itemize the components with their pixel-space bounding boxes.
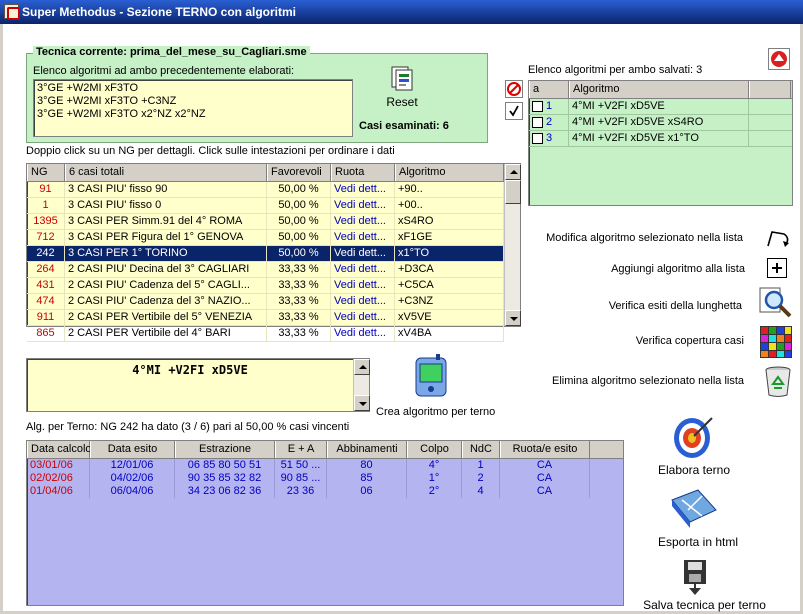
scroll-down-button[interactable] xyxy=(505,310,521,326)
col-header[interactable]: Estrazione xyxy=(175,441,275,458)
esiti-cell-estr: 90 35 85 32 82 xyxy=(175,472,275,485)
elabora-terno-button[interactable] xyxy=(672,414,716,460)
col-header[interactable]: Abbinamenti xyxy=(327,441,407,458)
esiti-row[interactable] xyxy=(27,472,623,485)
saved-row-index[interactable] xyxy=(529,99,569,114)
table-cell-ng: 242 xyxy=(27,246,65,261)
table-cell-alg: xV4BA xyxy=(395,326,504,341)
esporta-html-label: Esporta in html xyxy=(657,535,739,549)
table-cell-ng: 712 xyxy=(27,230,65,245)
saved-row-number: 1 xyxy=(546,100,553,112)
verifica-esiti-label: Verifica esiti della lunghetta xyxy=(608,300,742,312)
esiti-row[interactable] xyxy=(27,459,623,472)
stop-icon xyxy=(506,81,522,97)
table-cell-ruota[interactable]: Vedi dett... xyxy=(331,278,395,293)
table-cell-ng: 91 xyxy=(27,182,65,197)
table-cell-fav: 33,33 % xyxy=(267,278,331,293)
table-cell-ng: 264 xyxy=(27,262,65,277)
table-cell-alg: xV5VE xyxy=(395,310,504,325)
esporta-html-button[interactable] xyxy=(668,486,720,530)
table-cell-fav: 50,00 % xyxy=(267,246,331,261)
table-cell-ruota[interactable]: Vedi dett... xyxy=(331,230,395,245)
stop-button[interactable] xyxy=(505,80,523,98)
table-cell-casi: 3 CASI PER Figura del 1° GENOVA xyxy=(65,230,267,245)
magnifier-icon xyxy=(758,286,794,318)
salva-tecnica-button[interactable] xyxy=(680,558,710,596)
app-icon xyxy=(4,4,19,19)
esiti-cell-colpo: 4° xyxy=(407,459,462,472)
esiti-cell-colpo: 1° xyxy=(407,472,462,485)
esiti-cell-ndc: 4 xyxy=(462,485,500,498)
aggiungi-label: Aggiungi algoritmo alla lista xyxy=(611,263,745,275)
col-header[interactable]: Algoritmo xyxy=(569,81,749,98)
list-item: 3°GE +W2MI xF3TO x2°NZ x2°NZ xyxy=(37,108,206,120)
col-header[interactable]: Colpo xyxy=(407,441,462,458)
table-cell-casi: 3 CASI PIU' fisso 0 xyxy=(65,198,267,213)
table-cell-fav: 33,33 % xyxy=(267,262,331,277)
tecnica-legend: Tecnica corrente: prima_del_mese_su_Cagliari.sme xyxy=(33,46,310,58)
esiti-table[interactable] xyxy=(26,440,624,606)
verifica-esiti-button[interactable] xyxy=(758,286,794,318)
result-text: Alg. per Terno: NG 242 ha dato (3 / 6) pari al 50,00 % casi vincenti xyxy=(26,421,350,433)
table-cell-casi: 3 CASI PIU' fisso 90 xyxy=(65,182,267,197)
col-header[interactable]: Data esito xyxy=(90,441,175,458)
table-cell-fav: 50,00 % xyxy=(267,198,331,213)
saved-row-number: 3 xyxy=(546,132,553,144)
esiti-cell-ruota: CA xyxy=(500,472,590,485)
table-cell-ruota[interactable]: Vedi dett... xyxy=(331,182,395,197)
saved-row-algorithm: 4°MI +V2FI xD5VE xS4RO xyxy=(569,115,749,130)
table-row[interactable] xyxy=(27,310,504,326)
table-row[interactable] xyxy=(27,230,504,246)
saved-row[interactable] xyxy=(529,131,792,147)
crea-algoritmo-label: Crea algoritmo per terno xyxy=(376,406,496,418)
esiti-cell-esito: 04/02/06 xyxy=(90,472,175,485)
esiti-cell-ndc: 2 xyxy=(462,472,500,485)
table-cell-ruota[interactable]: Vedi dett... xyxy=(331,294,395,309)
table-cell-alg: xF1GE xyxy=(395,230,504,245)
esiti-cell-esito: 12/01/06 xyxy=(90,459,175,472)
saved-row-index[interactable] xyxy=(529,131,569,146)
table-cell-ruota[interactable]: Vedi dett... xyxy=(331,214,395,229)
formula-memo[interactable] xyxy=(26,358,370,412)
upload-button[interactable] xyxy=(768,48,790,70)
up-arrow-icon xyxy=(769,49,789,69)
target-icon xyxy=(672,414,716,460)
esiti-cell-abb: 80 xyxy=(327,459,407,472)
col-header-ruota[interactable]: Ruota xyxy=(331,164,395,181)
col-header-casi[interactable]: 6 casi totali xyxy=(65,164,267,181)
esiti-cell-ea: 90 85 ... xyxy=(275,472,327,485)
table-cell-casi: 2 CASI PIU' Cadenza del 3° NAZIO... xyxy=(65,294,267,309)
col-header-algoritmo[interactable]: Algoritmo xyxy=(395,164,504,181)
plus-icon xyxy=(768,259,786,277)
table-cell-fav: 50,00 % xyxy=(267,214,331,229)
col-header[interactable]: NdC xyxy=(462,441,500,458)
save-disk-icon xyxy=(680,558,710,596)
row-checkbox[interactable] xyxy=(532,117,543,128)
table-row[interactable] xyxy=(27,278,504,294)
table-cell-casi: 2 CASI PIU' Decina del 3° CAGLIARI xyxy=(65,262,267,277)
table-row[interactable] xyxy=(27,214,504,230)
table-cell-alg: +C5CA xyxy=(395,278,504,293)
table-cell-casi: 2 CASI PIU' Cadenza del 5° CAGLI... xyxy=(65,278,267,293)
table-cell-alg: +00.. xyxy=(395,198,504,213)
modifica-label: Modifica algoritmo selezionato nella lista xyxy=(546,232,743,244)
esiti-cell-ruota: CA xyxy=(500,459,590,472)
casi-esaminati: Casi esaminati: 6 xyxy=(359,120,449,132)
ng-table[interactable] xyxy=(26,163,521,339)
table-cell-ng: 1 xyxy=(27,198,65,213)
saved-row-number: 2 xyxy=(546,116,553,128)
scroll-down-button[interactable] xyxy=(354,395,370,411)
table-row[interactable] xyxy=(27,198,504,214)
export-book-icon xyxy=(668,486,720,530)
table-cell-casi: 2 CASI PER Vertibile del 4° BARI xyxy=(65,326,267,341)
table-cell-ruota[interactable]: Vedi dett... xyxy=(331,246,395,261)
table-cell-fav: 33,33 % xyxy=(267,294,331,309)
esiti-cell-abb: 85 xyxy=(327,472,407,485)
esiti-cell-ndc: 1 xyxy=(462,459,500,472)
scroll-up-button[interactable] xyxy=(505,164,521,180)
col-header-ng[interactable]: NG xyxy=(27,164,65,181)
color-grid-icon xyxy=(760,326,792,358)
table-cell-ng: 431 xyxy=(27,278,65,293)
recycle-bin-icon xyxy=(762,364,794,398)
saved-row-algorithm: 4°MI +V2FI xD5VE xyxy=(569,99,749,114)
table-cell-alg: +D3CA xyxy=(395,262,504,277)
aggiungi-button[interactable] xyxy=(767,258,787,278)
esiti-cell-esito: 06/04/06 xyxy=(90,485,175,498)
col-header[interactable]: a xyxy=(529,81,569,98)
curved-arrow-icon xyxy=(764,226,792,250)
table-cell-fav: 33,33 % xyxy=(267,326,331,341)
elimina-button[interactable] xyxy=(762,364,794,398)
saved-row-algorithm: 4°MI +V2FI xD5VE x1°TO xyxy=(569,131,749,146)
saved-row-index[interactable] xyxy=(529,115,569,130)
list-item: 3°GE +W2MI xF3TO +C3NZ xyxy=(37,95,177,107)
esiti-cell-calc: 02/02/06 xyxy=(27,472,90,485)
hint-text: Doppio click su un NG per dettagli. Click sulle intestazioni per ordinare i dati xyxy=(26,145,395,157)
col-header[interactable]: Data calcolo xyxy=(27,441,90,458)
table-cell-ng: 865 xyxy=(27,326,65,341)
table-cell-ng: 474 xyxy=(27,294,65,309)
scroll-thumb[interactable] xyxy=(505,180,521,204)
salva-tecnica-label: Salva tecnica per terno xyxy=(643,598,766,612)
col-header[interactable]: E + A xyxy=(275,441,327,458)
table-cell-fav: 50,00 % xyxy=(267,230,331,245)
table-cell-alg: xS4RO xyxy=(395,214,504,229)
list-item: 3°GE +W2MI xF3TO xyxy=(37,82,139,94)
esiti-cell-ea: 23 36 xyxy=(275,485,327,498)
esiti-cell-calc: 03/01/06 xyxy=(27,459,90,472)
verifica-copertura-button[interactable] xyxy=(760,326,792,358)
tecnica-list-label: Elenco algoritmi ad ambo precedentemente elaborati: xyxy=(33,65,295,77)
table-cell-ruota[interactable]: Vedi dett... xyxy=(331,326,395,341)
table-cell-casi: 3 CASI PER Simm.91 del 4° ROMA xyxy=(65,214,267,229)
table-row[interactable] xyxy=(27,182,504,198)
table-cell-casi: 2 CASI PER Vertibile del 5° VENEZIA xyxy=(65,310,267,325)
row-checkbox[interactable] xyxy=(532,101,543,112)
check-icon xyxy=(506,103,522,119)
device-icon xyxy=(410,354,450,400)
modifica-button[interactable] xyxy=(764,226,792,250)
tecnica-group xyxy=(26,46,488,143)
col-header[interactable]: Ruota/e esito xyxy=(500,441,590,458)
window-title: Super Methodus - Sezione TERNO con algoritmi xyxy=(22,5,297,19)
table-cell-fav: 33,33 % xyxy=(267,310,331,325)
table-row[interactable] xyxy=(27,262,504,278)
reset-icon xyxy=(389,64,415,92)
formula-text: 4°MI +V2FI xD5VE xyxy=(132,363,248,377)
table-cell-fav: 50,00 % xyxy=(267,182,331,197)
table-cell-ng: 1395 xyxy=(27,214,65,229)
scroll-up-button[interactable] xyxy=(354,359,370,375)
formula-scrollbar[interactable] xyxy=(353,359,369,411)
confirm-button[interactable] xyxy=(505,102,523,120)
esiti-cell-colpo: 2° xyxy=(407,485,462,498)
reset-button[interactable] xyxy=(367,60,437,112)
table-cell-alg: x1°TO xyxy=(395,246,504,261)
table-cell-ruota[interactable]: Vedi dett... xyxy=(331,310,395,325)
table-cell-casi: 3 CASI PER 1° TORINO xyxy=(65,246,267,261)
esiti-cell-estr: 34 23 06 82 36 xyxy=(175,485,275,498)
esiti-cell-estr: 06 85 80 50 51 xyxy=(175,459,275,472)
crea-algoritmo-button[interactable] xyxy=(410,354,450,400)
table-cell-alg: +C3NZ xyxy=(395,294,504,309)
title-bar xyxy=(0,0,803,24)
elabora-terno-label: Elabora terno xyxy=(657,463,731,477)
esiti-row[interactable] xyxy=(27,485,623,498)
tecnica-algorithms-list[interactable] xyxy=(33,79,353,137)
saved-row[interactable] xyxy=(529,115,792,131)
table-cell-ruota[interactable]: Vedi dett... xyxy=(331,262,395,277)
esiti-cell-ruota: CA xyxy=(500,485,590,498)
table-cell-alg: +90.. xyxy=(395,182,504,197)
col-header-empty[interactable] xyxy=(749,81,791,98)
table-row[interactable] xyxy=(27,246,504,262)
row-checkbox[interactable] xyxy=(532,133,543,144)
table-cell-ng: 911 xyxy=(27,310,65,325)
saved-row[interactable] xyxy=(529,99,792,115)
elimina-label: Elimina algoritmo selezionato nella lista xyxy=(552,375,744,387)
table-row[interactable] xyxy=(27,326,504,342)
esiti-cell-calc: 01/04/06 xyxy=(27,485,90,498)
verifica-copertura-label: Verifica copertura casi xyxy=(635,335,744,347)
table-cell-ruota[interactable]: Vedi dett... xyxy=(331,198,395,213)
saved-label: Elenco algoritmi per ambo salvati: 3 xyxy=(528,64,703,76)
esiti-cell-ea: 51 50 ... xyxy=(275,459,327,472)
col-header-favorevoli[interactable]: Favorevoli xyxy=(267,164,331,181)
reset-label: Reset xyxy=(386,95,418,109)
table-row[interactable] xyxy=(27,294,504,310)
esiti-cell-abb: 06 xyxy=(327,485,407,498)
saved-algorithms-grid[interactable] xyxy=(528,80,793,206)
ng-table-scrollbar[interactable] xyxy=(504,164,520,326)
